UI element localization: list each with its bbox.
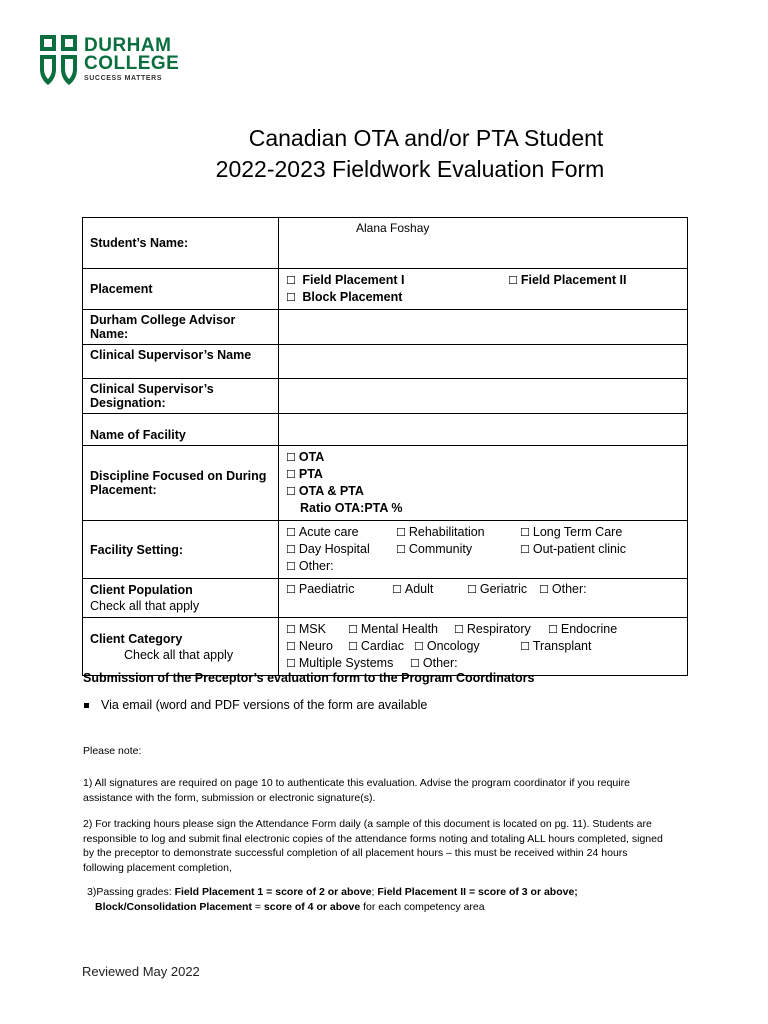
option-out-patient-clinic[interactable] (520, 541, 626, 558)
option-label: Cardiac (360, 639, 404, 653)
checkbox-icon: ☐ (286, 623, 296, 636)
logo-tagline: SUCCESS MATTERS (84, 75, 163, 82)
note-1: 1) All signatures are required on page 10 to authenticate this evaluation. Advise the program coordinator if you require assistance with the form, submission or electronic signature(s). (83, 777, 630, 804)
option-mental-health[interactable] (348, 621, 454, 638)
row-placement (83, 269, 688, 310)
note-3-suffix: for each competency area (360, 900, 485, 913)
checkbox-icon: ☐ (410, 657, 420, 670)
note-3-eq: = (251, 900, 264, 913)
checkbox-icon: ☐ (286, 485, 296, 498)
option-label: OTA & PTA (298, 484, 364, 498)
option-category-other[interactable] (410, 655, 458, 672)
checkbox-icon: ☐ (520, 526, 530, 539)
option-respiratory[interactable] (454, 621, 548, 638)
durham-college-logo (40, 35, 180, 87)
option-label: Transplant (532, 639, 592, 653)
option-transplant[interactable] (520, 638, 591, 655)
label-client-population (83, 579, 279, 618)
supervisor-name-label: Clinical Supervisor’s Name (90, 348, 252, 362)
option-label: Day Hospital (298, 542, 370, 556)
note-2: 2) For tracking hours please sign the Attendance Form daily (a sample of this document is located on pg. 11). Students are responsible to log and submit final electronic copies of the attendance forms noting and totaling ALL hours completed, signed by the preceptor to demonstrate successful completion of all placement hours – this must be received within 24 hours following placement completion, (83, 818, 663, 874)
checkbox-icon: ☐ (286, 543, 296, 556)
option-label: Adult (404, 582, 434, 596)
checkbox-icon: ☐ (548, 623, 558, 636)
option-label: Long Term Care (532, 525, 623, 539)
option-adult[interactable] (392, 582, 467, 596)
option-ota[interactable] (286, 450, 324, 464)
option-rehabilitation[interactable] (396, 524, 520, 541)
note-3-block: Block/Consolidation Placement (95, 900, 252, 913)
checkbox-icon: ☐ (286, 583, 296, 596)
field-placement (279, 269, 688, 310)
option-oncology[interactable] (414, 638, 520, 655)
checkbox-icon: ☐ (520, 640, 530, 653)
checkbox-icon: ☐ (392, 583, 402, 596)
note-3-fp2: Field Placement II = score of 3 or above; (377, 886, 578, 898)
option-label: Mental Health (360, 622, 438, 636)
option-geriatric[interactable] (467, 582, 539, 596)
note-3 (87, 885, 647, 914)
note-3-sep: ; (371, 886, 378, 898)
client-population-hint: Check all that apply (90, 599, 200, 613)
student-name-value: Alana Foshay (356, 221, 430, 235)
label-discipline (83, 446, 279, 521)
option-label: Block Placement (302, 290, 403, 304)
label-placement (83, 269, 279, 310)
option-label: Community (408, 542, 473, 556)
label-advisor (83, 310, 279, 345)
submission-bullet-text: Via email (word and PDF versions of the form are available (101, 698, 428, 712)
field-student-name[interactable] (279, 218, 688, 269)
checkbox-icon: ☐ (348, 640, 358, 653)
option-label: OTA (298, 450, 325, 464)
option-label: Other: (422, 656, 458, 670)
checkbox-icon: ☐ (286, 291, 296, 304)
facility-setting-label: Facility Setting: (90, 542, 184, 557)
row-client-population (83, 579, 688, 618)
checkbox-icon: ☐ (539, 583, 549, 596)
option-population-other[interactable] (539, 582, 587, 596)
option-label: Out-patient clinic (532, 542, 626, 556)
option-label: Oncology (426, 639, 480, 653)
logo-word-college: COLLEGE (84, 53, 180, 74)
field-supervisor-designation[interactable] (279, 379, 688, 414)
note-3-block-score: score of 4 or above (263, 900, 361, 913)
field-client-category (279, 618, 688, 676)
option-msk[interactable] (286, 621, 348, 638)
checkbox-icon: ☐ (520, 543, 530, 556)
label-client-category (83, 618, 279, 676)
field-discipline (279, 446, 688, 521)
row-student-name (83, 218, 688, 269)
option-label: Endocrine (560, 622, 618, 636)
option-endocrine[interactable] (548, 621, 617, 638)
label-supervisor-name (83, 345, 279, 379)
checkbox-icon: ☐ (286, 640, 296, 653)
option-neuro[interactable] (286, 638, 348, 655)
checkbox-icon: ☐ (396, 543, 406, 556)
bullet-icon (84, 703, 89, 708)
checkbox-icon: ☐ (348, 623, 358, 636)
checkbox-icon: ☐ (286, 560, 296, 573)
notes-intro: Please note: (83, 745, 142, 757)
checkbox-icon: ☐ (286, 657, 296, 670)
option-field-placement-1[interactable] (286, 272, 508, 289)
facility-label: Name of Facility (90, 428, 186, 442)
discipline-label: Discipline Focused on During Placement: (90, 469, 267, 497)
option-label: PTA (298, 467, 323, 481)
supervisor-designation-label: Clinical Supervisor’s Designation: (90, 382, 214, 410)
advisor-label: Durham College Advisor Name: (90, 313, 236, 341)
placement-label: Placement (90, 282, 153, 296)
checkbox-icon: ☐ (414, 640, 424, 653)
option-label: Geriatric (479, 582, 528, 596)
submission-heading: Submission of the Preceptor’s evaluation form to the Program Coordinators (83, 671, 535, 685)
checkbox-icon: ☐ (286, 526, 296, 539)
row-facility-setting (83, 521, 688, 579)
option-label: MSK (298, 622, 326, 636)
field-supervisor-name[interactable] (279, 345, 688, 379)
field-advisor[interactable] (279, 310, 688, 345)
row-supervisor-name (83, 345, 688, 379)
option-ota-pta[interactable] (286, 484, 364, 498)
row-discipline (83, 446, 688, 521)
student-name-label: Student’s Name: (90, 236, 189, 250)
label-supervisor-designation (83, 379, 279, 414)
option-multiple-systems[interactable] (286, 655, 410, 672)
option-community[interactable] (396, 541, 520, 558)
checkbox-icon: ☐ (454, 623, 464, 636)
option-label: Rehabilitation (408, 525, 485, 539)
option-label: Acute care (298, 525, 359, 539)
checkbox-icon: ☐ (467, 583, 477, 596)
durham-shield-icon (40, 35, 78, 85)
option-field-placement-2[interactable] (508, 272, 626, 289)
row-supervisor-designation (83, 379, 688, 414)
note-3-prefix: 3)Passing grades: (87, 886, 175, 898)
row-client-category (83, 618, 688, 676)
field-facility[interactable] (279, 414, 688, 446)
footer-reviewed: Reviewed May 2022 (82, 964, 200, 979)
logo-word-durham: DURHAM (84, 35, 172, 56)
option-cardiac[interactable] (348, 638, 414, 655)
checkbox-icon: ☐ (396, 526, 406, 539)
option-label: Respiratory (466, 622, 531, 636)
option-label: Other: (298, 559, 334, 573)
option-block-placement[interactable] (286, 289, 402, 306)
client-category-hint: Check all that apply (124, 647, 234, 662)
submission-bullet (84, 698, 427, 712)
label-facility (83, 414, 279, 446)
option-paediatric[interactable] (286, 582, 392, 596)
checkbox-icon: ☐ (286, 451, 296, 464)
option-long-term-care[interactable] (520, 524, 622, 541)
checkbox-icon: ☐ (508, 274, 518, 287)
option-day-hospital[interactable] (286, 541, 396, 558)
checkbox-icon: ☐ (286, 274, 296, 287)
checkbox-icon: ☐ (286, 468, 296, 481)
option-label: Field Placement I (302, 273, 405, 287)
label-facility-setting (83, 521, 279, 579)
row-advisor (83, 310, 688, 345)
option-label: Multiple Systems (298, 656, 394, 670)
option-acute-care[interactable] (286, 524, 396, 541)
evaluation-form-table (82, 217, 688, 676)
note-3-fp1: Field Placement 1 = score of 2 or above (174, 886, 372, 898)
client-population-label: Client Population (90, 583, 193, 597)
option-setting-other[interactable] (286, 558, 334, 575)
row-facility (83, 414, 688, 446)
ratio-ota-pta: Ratio OTA:PTA % (300, 501, 403, 515)
document-title-line1: Canadian OTA and/or PTA Student (248, 125, 604, 151)
client-category-label: Client Category (90, 631, 183, 646)
field-client-population (279, 579, 688, 618)
label-student-name (83, 218, 279, 269)
option-pta[interactable] (286, 467, 323, 481)
document-title-line2: 2022-2023 Fieldwork Evaluation Form (215, 156, 605, 182)
option-label: Field Placement II (520, 273, 627, 287)
option-label: Paediatric (298, 582, 355, 596)
option-label: Neuro (298, 639, 333, 653)
field-facility-setting (279, 521, 688, 579)
option-label: Other: (551, 582, 587, 596)
